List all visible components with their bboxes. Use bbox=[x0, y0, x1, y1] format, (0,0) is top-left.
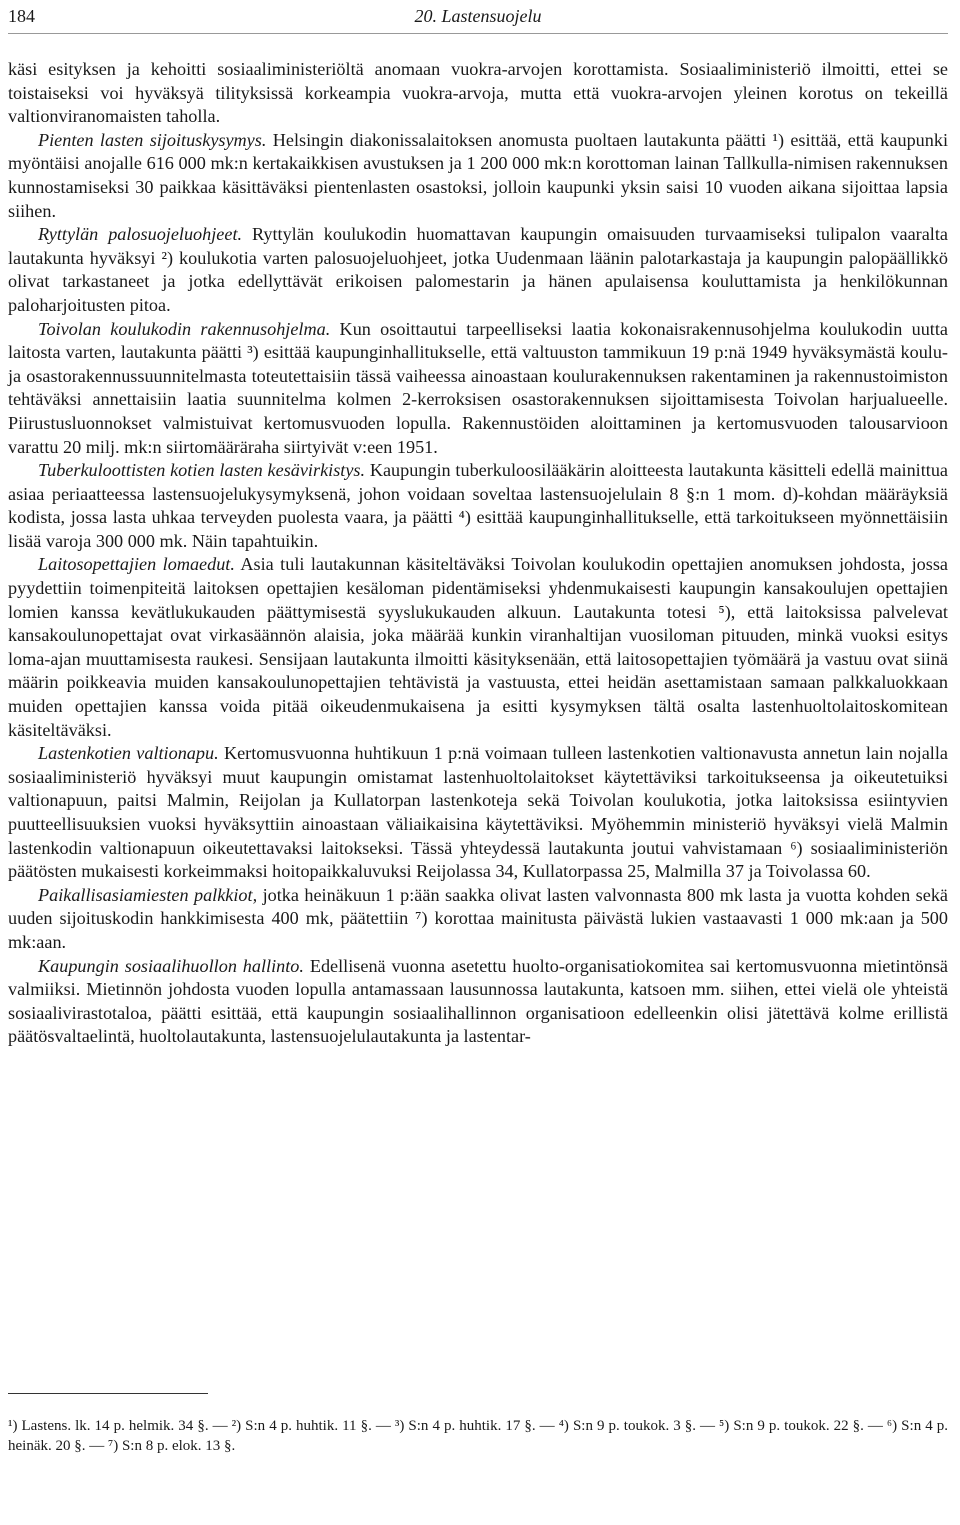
paragraph-text: Kaupungin tuberkuloosilääkärin aloitteesta lautakunta käsitteli edellä mainittua asiaa periaatteessa lastensuojelukysymyksenä, johon voidaan soveltaa lastensuojelulain 8 §:n 1 mom. d)-kohdan määräyksiä kodista, jossa lasta uhkaa terveyden puolesta vaara, ja päätti ⁴) esittää kaupunginhallitukselle, että tarkoitukseen myönnettäisiin lisää varoja 300 000 mk. Näin tapahtuikin. bbox=[8, 460, 948, 551]
paragraph-text: Ryttylän koulukodin huomattavan kaupungin omaisuuden turvaamiseksi tulipalon vaaralta lautakunta hyväksyi ²) koulukotia varten palosuojeluohjeet, jotka Uudenmaan läänin palotarkastaja ja kaupungin palopäällikkö olivat tarkastaneet ja jotka edellyttävät erikoisen palomestarin ja hänen apulaisensa kouluttamista ja henkilökunnan paloharjoitusten pitoa. bbox=[8, 224, 948, 315]
paragraph bbox=[8, 129, 948, 223]
paragraph bbox=[8, 884, 948, 955]
paragraph-heading: Laitosopettajien lomaedut. bbox=[38, 554, 235, 575]
paragraph-text: Kun osoittautui tarpeelliseksi laatia kokonaisrakennusohjelma koulukodin uutta laitosta varten, lautakunta päätti ³) esittää kaupunginhallitukselle, että valtuuston tammikuun 19 p:nä 1949 hyväksymästä koulu- ja osastorakennussuunnitelmasta toteutettaisiin tässä vaiheessa ainoastaan koulurakennuksen rakentaminen ja rakennustoimiston tehtäväksi annettaisiin laatia suunnitelma kolmen 2-kerroksisen osastorakennuksen sijoittamisesta Toivolan harjualueelle. Piirustusluonnokset valmistuivat kertomusvuoden lopulla. Rakennustöiden aloittaminen ja kertomusvuoden talousarvioon varattu 20 milj. mk:n siirtomääräraha siirtyivät v:een 1951. bbox=[8, 318, 948, 457]
paragraph-text: käsi esityksen ja kehoitti sosiaaliministeriöltä anomaan vuokra-arvojen korottamista. Sosiaaliministeriö ilmoitti, ettei se toistaiseksi voi hyväksyä tilityksissä korkeampia vuokra-arvoja, mutta että vuokra-arvojen yleinen korotus on tekeillä valtionviranomaisten taholla. bbox=[8, 59, 948, 127]
paragraph-text: Helsingin diakonissalaitoksen anomusta puoltaen lautakunta päätti ¹) esittää, että kaupunki myöntäisi anojalle 616 000 mk:n kertakaikkisen avustuksen ja 1 200 000 mk:n korottoman lainan Tallkulla-nimisen rakennuksen kunnostamiseksi 30 paikkaa käsittäväksi pientenlasten osastoksi, jolloin kaupunki yksin saisi 10 vuoden aikana sijoittaa lapsia siihen. bbox=[8, 129, 948, 221]
paragraph-heading: Pienten lasten sijoituskysymys. bbox=[38, 129, 267, 150]
paragraph-heading: Toivolan koulukodin rakennusohjelma. bbox=[38, 318, 331, 339]
paragraph-text: jotka heinäkuun 1 p:ään saakka olivat lasten valvonnasta 800 mk lasta ja vuotta kohden sekä uuden sijoituskodin hankkimisesta 400 mk, päätettiin ⁷) korottaa mainitusta päivästä lukien vastaavasti 1 000 mk:aan ja 500 mk:aan. bbox=[8, 884, 948, 952]
running-title: 20. Lastensuojelu bbox=[414, 6, 542, 26]
paragraph-text: Kertomusvuonna huhtikuun 1 p:nä voimaan tulleen lastenkotien valtionavusta annetun lain nojalla sosiaaliministeriö hyväksyi muut kaupungin omistamat lastenhuoltolaitokset käytettäviksi tarkoitukseensa ja oikeutetuiksi valtionapuun, paitsi Malmin, Reijolan ja Kullatorpan lastenkoteja sekä Toivolan koulukotia, jotka laitoksissa esiintyvien puutteellisuuksien vuoksi hyväksyttiin ainoastaan väliaikaisina käytettäviksi. Myöhemmin ministeriö hyväksyi vielä Malmin lastenkodin valtionapuun oikeutettavaksi laitokseksi. Tässä yhteydessä lautakunta joutui vahvistamaan ⁶) sosiaaliministeriön päätösten mukaisesti korkeimmaksi hoitopaikkaluvuksi Reijolassa 34, Kullatorpassa 25, Malmilla 37 ja Toivolassa 60. bbox=[8, 743, 948, 882]
paragraph bbox=[8, 459, 948, 553]
paragraph bbox=[8, 223, 948, 317]
paragraph bbox=[8, 58, 948, 129]
footnotes bbox=[8, 1416, 948, 1456]
paragraph-heading: Kaupungin sosiaalihuollon hallinto. bbox=[38, 955, 304, 976]
running-header bbox=[8, 6, 948, 28]
header-rule bbox=[8, 33, 948, 34]
paragraph-heading: Paikallisasiamiesten palkkiot, bbox=[38, 884, 258, 905]
paragraph-heading: Lastenkotien valtionapu. bbox=[38, 743, 219, 764]
paragraph bbox=[8, 742, 948, 884]
paragraph bbox=[8, 955, 948, 1049]
body-text bbox=[8, 58, 948, 1049]
paragraph bbox=[8, 318, 948, 460]
paragraph-text: Asia tuli lautakunnan käsiteltäväksi Toivolan koulukodin opettajien anomuksen johdosta, jossa pyydettiin toimenpiteitä laitoksen opettajien kesäloman pidentämiseksi yhdenmukaisesti kaupungin kansakoulujen opettajien lomien kanssa kevätlukukauden päättymisestä syyslukukauden alkuun. Lautakunta totesi ⁵), että laitoksissa palvelevat kansakoulunopettajat ovat virkasäännön alaisia, joka määrää kunkin viranhaltijan vuosiloman pituuden, minkä vuoksi esitys loma-ajan muuttamisesta raukesi. Sensijaan lautakunta ilmoitti käsityksenään, että laitosopettajien työmäärä ja vastuu ovat siinä määrin poikkeavia muiden kansakoulunopettajien tehtävistä ja vastuusta, ettei heidän asettamistaan samaan palkkaluokkaan muiden opettajien kanssa voida pitää oikeudenmukaisena ja esitti kysymyksen tältä osalta lastenhuoltolaitoskomitean käsiteltäväksi. bbox=[8, 554, 948, 740]
paragraph-heading: Tuberkuloottisten kotien lasten kesävirkistys. bbox=[38, 460, 366, 481]
paragraph-heading: Ryttylän palosuojeluohjeet. bbox=[38, 224, 243, 245]
footnote-rule bbox=[8, 1393, 208, 1394]
paragraph-text: Edellisenä vuonna asetettu huolto-organisatiokomitea sai kertomusvuonna mietintönsä valmiiksi. Mietinnön johdosta vuoden lopulla antamassaan lausunnossa lautakunta, katsoen mm. siihen, ettei vielä ole yhteistä sosiaalivirastotaloa, päätti esittää, että kaupungin sosiaalihallinnon organisatioon edelleenkin olisi jätettävä kolme erillistä päätösvaltaelintä, huoltolautakunta, lastensuojelulautakunta ja lastentar- bbox=[8, 955, 948, 1047]
footnote-text: ¹) Lastens. lk. 14 p. helmik. 34 §. — ²) S:n 4 p. huhtik. 11 §. — ³) S:n 4 p. huhtik. 17 §. — ⁴) S:n 9 p. toukok. 3 §. — ⁵) S:n 9 p. toukok. 22 §. — ⁶) S:n 4 p. heinäk. 20 §. — ⁷) S:n 8 p. elok. 13 §. bbox=[8, 1418, 948, 1454]
paragraph bbox=[8, 553, 948, 742]
page-number: 184 bbox=[8, 6, 35, 26]
